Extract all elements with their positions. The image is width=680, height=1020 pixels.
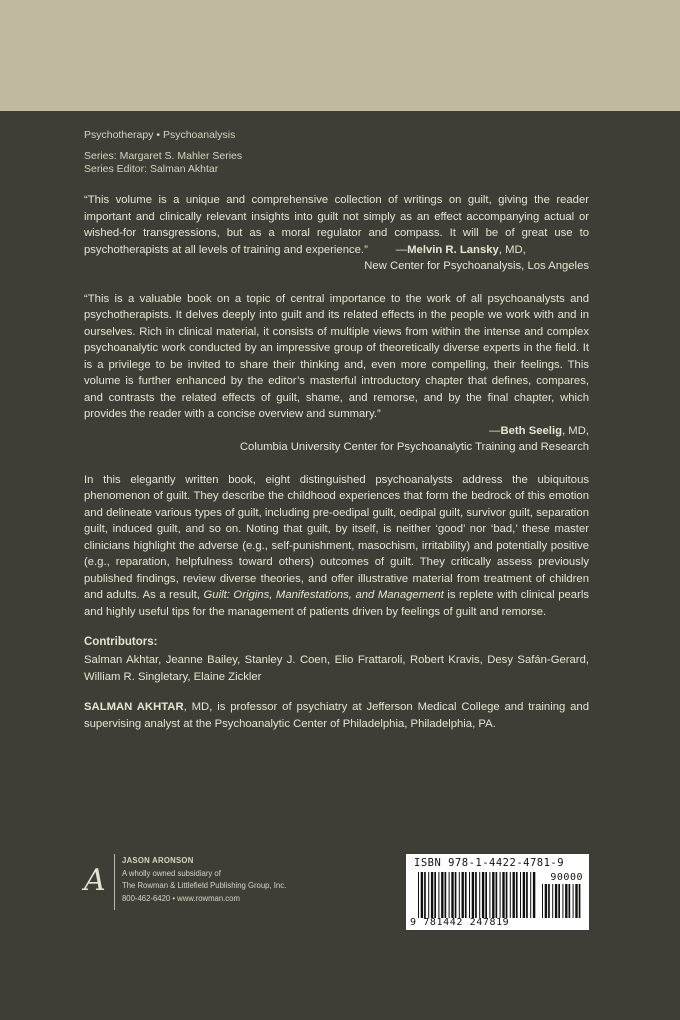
endorsement-1-text: “This volume is a unique and comprehensive collection of writings on guilt, giving the reader important and clinically relevant insights into guilt not simply as an effect accompanying actual or wished-for transgressions, but as a moral regulator and compass. It will be of great use to psychotherapists at all levels of training and experience.” —Melvin R. Lansky, MD, [84,194,589,256]
barcode-digits: 9 781442 247819 [410,917,510,928]
publisher-info [122,854,286,904]
contributors-heading: Contributors: [84,636,158,648]
publisher-block [84,852,334,912]
endorser-2-signature: —Beth Seelig, MD, [489,424,589,437]
publisher-line-2: A wholly owned subsidiary of [122,867,221,878]
price-code: 90000 [550,872,583,883]
contributors-list: Salman Akhtar, Jeanne Bailey, Stanley J. Coen, Elio Frattaroli, Robert Kravis, Desy Safán-Gerard, William R. Singletary, Elaine Zickler [84,654,589,683]
top-color-band [0,0,680,111]
series-editor: Series Editor: Salman Akhtar [84,163,219,175]
isbn-barcode [406,854,589,930]
endorsement-1 [84,192,589,275]
endorser-2-name: Beth Seelig [500,424,562,437]
barcode-addon-bars-icon [542,884,582,918]
category-line: Psychotherapy • Psychoanalysis [84,129,236,141]
publisher-line-3: The Rowman & Littlefield Publishing Group, Inc. [122,880,287,890]
back-cover-text [84,128,589,732]
publisher-logo-icon: A [84,863,106,898]
series-name: Series: Margaret S. Mahler Series [84,150,243,162]
endorsement-2-text: “This is a valuable book on a topic of central importance to the work of all psychoanalysts and psychotherapists. It delves deeply into guilt and its related effects in the people we work with and in ourselves. Rich in clinical material, it consists of multiple views from within the intense and complex psychoanalytic work conducted by an impressive group of theoretically diverse experts in the field. It is a privilege to be invited to share their thinking and, even more compelling, their feelings. This volume is further enhanced by the editor’s masterful introductory chapter that defines, compares, and contrasts the related effects of guilt, shame, and remorse, and by the final chapter, which provides the reader with a concise overview and summary.” [84,292,589,420]
endorsement-2 [84,291,589,456]
publisher-name: JASON ARONSON [122,855,194,865]
author-name: SALMAN AKHTAR [84,701,184,713]
barcode-main-bars-icon [418,872,536,918]
endorser-1-affiliation: New Center for Psychoanalysis, Los Angeles [364,260,589,272]
series-info [84,150,589,176]
publisher-divider [114,854,115,910]
publisher-contact: 800-462-6420 • www.rowman.com [122,892,240,903]
endorser-1-name: Melvin R. Lansky [407,243,499,256]
book-description: In this elegantly written book, eight distinguished psychoanalysts address the ubiquitous phenomenon of guilt. They describe the childhood experiences that form the bedrock of this emotion and delineate various types of guilt, including pre-oedipal guilt, oedipal guilt, survivor guilt, separation guilt, induced guilt, and so on. Noting that guilt, by itself, is neither ‘good’ nor ‘bad,’ these master clinicians highlight the adverse (e.g., self-punishment, masochism, irritability) and potentially positive (e.g., reparation, helpfulness toward others) outcomes of guilt. They critically assess previously published findings, review diverse theories, and offer illustrative material from treatment of children and adults. As a result, Guilt: Origins, Manifestations, and Management is replete with clinical pearls and highly useful tips for the management of patients driven by feelings of guilt and remorse. [84,473,590,618]
author-bio: SALMAN AKHTAR, MD, is professor of psychiatry at Jefferson Medical College and training and supervising analyst at the Psychoanalytic Center of Philadelphia, Philadelphia, PA. [84,701,589,730]
book-title-italic: Guilt: Origins, Manifestations, and Management [203,589,444,601]
endorser-2-affiliation: Columbia University Center for Psychoanalytic Training and Research [239,441,589,453]
isbn-number: ISBN 978-1-4422-4781-9 [414,857,565,869]
